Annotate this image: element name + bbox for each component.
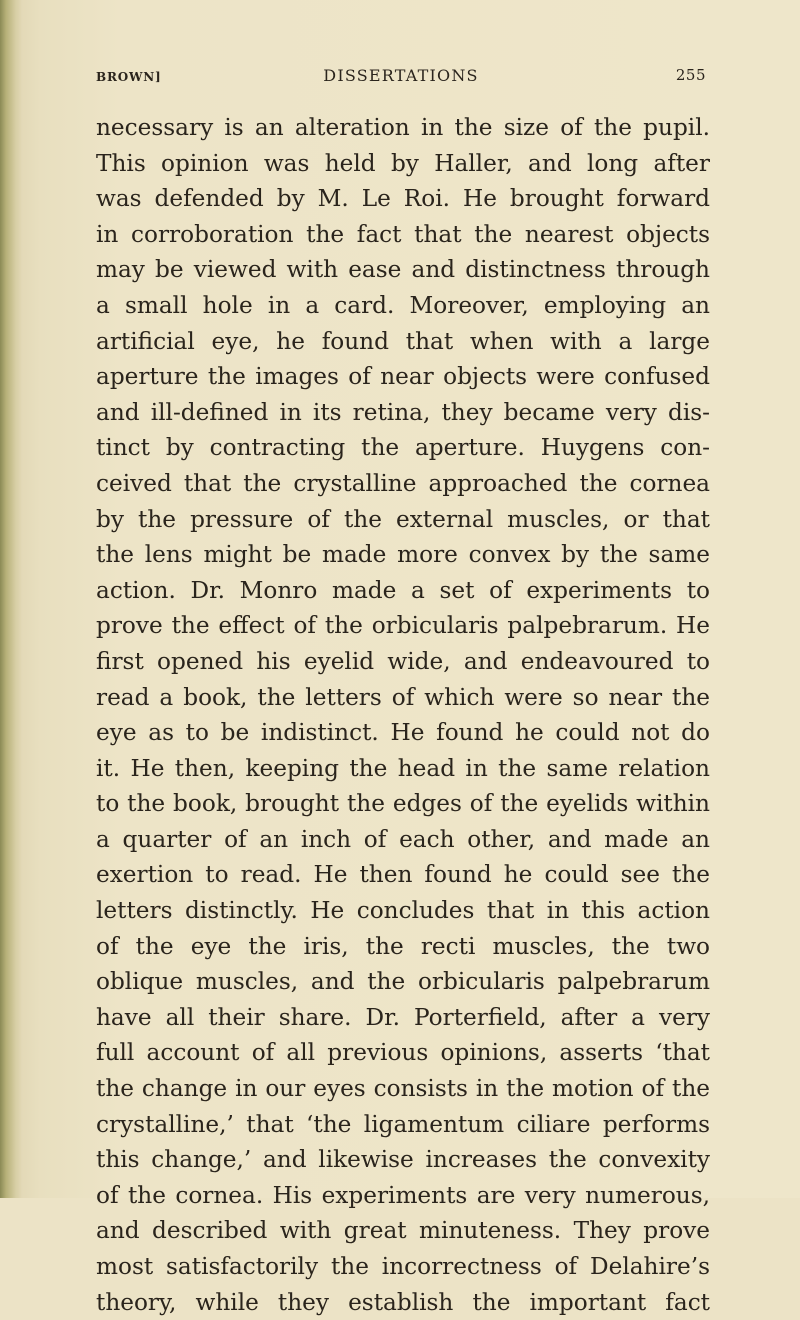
text-line: letters distinctly. He concludes that in this action (96, 897, 710, 925)
text-line: and ill-defined in its retina, they became very dis- (96, 398, 710, 426)
running-title: DISSERTATIONS (323, 66, 479, 85)
text-line: in corroboration the fact that the nearest objects (96, 220, 710, 248)
text-line: a small hole in a card. Moreover, employing an (96, 291, 710, 319)
text-line: may be viewed with ease and distinctness through (96, 256, 710, 284)
page-number: 255 (675, 66, 706, 84)
text-line: of the eye the iris, the recti muscles, the two (96, 932, 710, 960)
text-line: ceived that the crystalline approached the cornea (96, 469, 710, 497)
text-line: artificial eye, he found that when with a large (96, 327, 710, 355)
text-line: exertion to read. He then found he could see the (96, 861, 710, 889)
text-line: it. He then, keeping the head in the same relation (96, 754, 710, 782)
page-header (96, 66, 706, 90)
text-line: crystalline,’ that ‘the ligamentum ciliare performs (96, 1110, 710, 1138)
text-line: first opened his eyelid wide, and endeavoured to (96, 647, 710, 675)
text-line: of the cornea. His experiments are very numerous, (96, 1181, 710, 1209)
text-line: and described with great minuteness. They prove (96, 1217, 710, 1245)
text-line: theory, while they establish the important fact (96, 1288, 710, 1316)
body-text (96, 110, 710, 1320)
text-line: this change,’ and likewise increases the convexity (96, 1146, 710, 1174)
text-line: tinct by contracting the aperture. Huygens con- (96, 434, 710, 462)
text-line: to the book, brought the edges of the eyelids within (96, 790, 710, 818)
text-line: the lens might be made more convex by the same (96, 541, 710, 569)
text-line: oblique muscles, and the orbicularis palpebrarum (96, 968, 710, 996)
text-line: read a book, the letters of which were so near the (96, 683, 710, 711)
text-line: aperture the images of near objects were confused (96, 363, 710, 391)
text-line: action. Dr. Monro made a set of experiments to (96, 576, 710, 604)
text-line: necessary is an alteration in the size of the pupil. (96, 114, 710, 141)
text-line: full account of all previous opinions, asserts ‘that (96, 1039, 710, 1067)
text-line: was defended by M. Le Roi. He brought forward (96, 185, 710, 213)
text-line: have all their share. Dr. Porterfield, after a very (96, 1003, 710, 1031)
text-line: This opinion was held by Haller, and long after (96, 149, 710, 177)
page-binding-edge (0, 0, 22, 1198)
text-line: prove the effect of the orbicularis palpebrarum. He (96, 612, 710, 640)
text-line: by the pressure of the external muscles, or that (96, 505, 710, 533)
text-line: a quarter of an inch of each other, and made an (96, 825, 710, 853)
text-line: most satisfactorily the incorrectness of Delahire’s (96, 1253, 710, 1280)
text-line: eye as to be indistinct. He found he could not do (96, 719, 710, 747)
text-line: the change in our eyes consists in the motion of the (96, 1075, 710, 1103)
running-head-author: BROWN] (96, 70, 162, 84)
